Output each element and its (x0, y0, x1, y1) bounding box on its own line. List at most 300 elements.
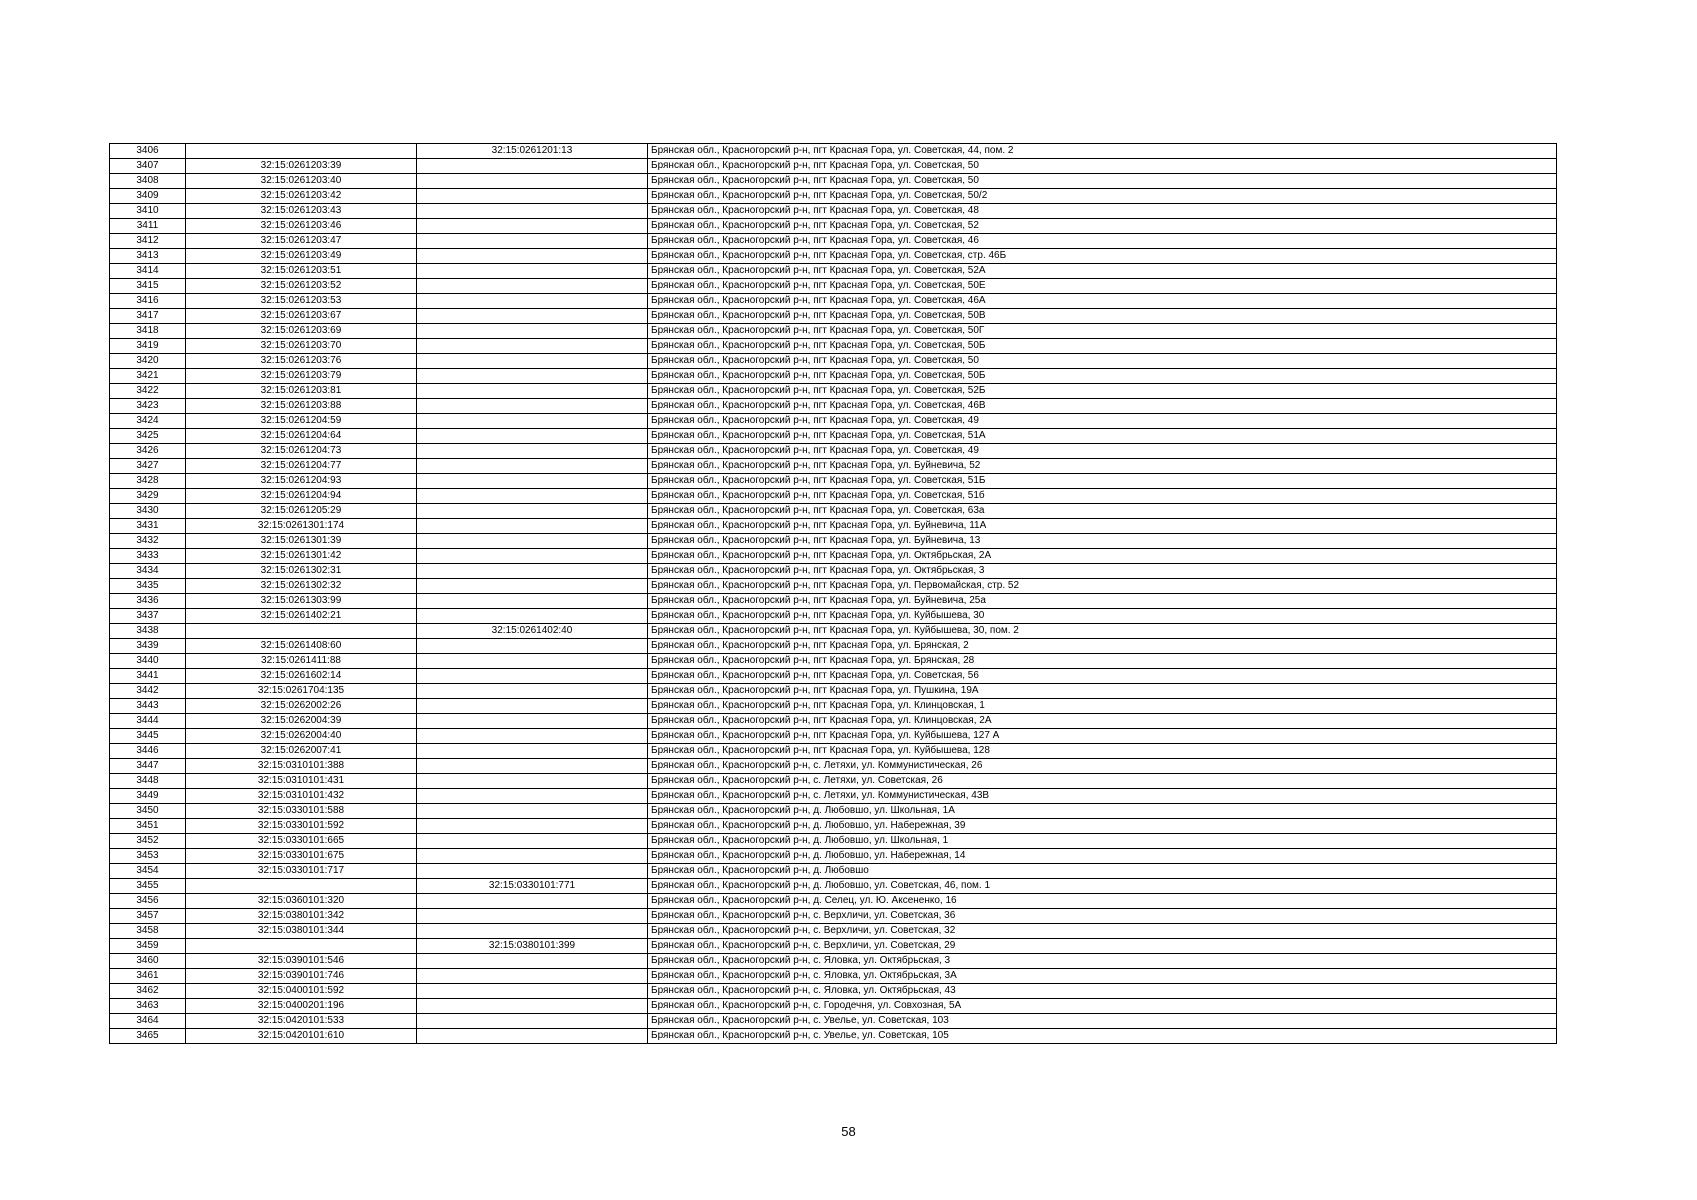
table-row (110, 834, 1557, 849)
address-cell: Брянская обл., Красногорский р-н, пгт Красная Гора, ул. Советская, 49 (648, 414, 1557, 429)
premises-number-cell (417, 249, 648, 264)
premises-number-cell (417, 159, 648, 174)
address-cell: Брянская обл., Красногорский р-н, пгт Красная Гора, ул. Советская, 44, пом. 2 (648, 144, 1557, 159)
address-cell: Брянская обл., Красногорский р-н, пгт Красная Гора, ул. Куйбышева, 128 (648, 744, 1557, 759)
premises-number-cell (417, 744, 648, 759)
table-row (110, 864, 1557, 879)
premises-number-cell (417, 714, 648, 729)
premises-number-cell (417, 924, 648, 939)
table-row (110, 579, 1557, 594)
cadastral-number-cell (186, 879, 417, 894)
row-number-cell: 3455 (110, 879, 186, 894)
address-cell: Брянская обл., Красногорский р-н, пгт Красная Гора, ул. Буйневича, 25а (648, 594, 1557, 609)
table-row (110, 264, 1557, 279)
premises-number-cell (417, 429, 648, 444)
cadastral-number-cell: 32:15:0261203:46 (186, 219, 417, 234)
cadastral-number-cell: 32:15:0261402:21 (186, 609, 417, 624)
table-row (110, 939, 1557, 954)
table-row (110, 804, 1557, 819)
premises-number-cell (417, 444, 648, 459)
premises-number-cell (417, 984, 648, 999)
premises-number-cell (417, 759, 648, 774)
cadastral-number-cell: 32:15:0310101:388 (186, 759, 417, 774)
premises-number-cell (417, 684, 648, 699)
cadastral-number-cell: 32:15:0261203:43 (186, 204, 417, 219)
premises-number-cell (417, 354, 648, 369)
address-cell: Брянская обл., Красногорский р-н, пгт Красная Гора, ул. Советская, 50Б (648, 369, 1557, 384)
premises-number-cell (417, 459, 648, 474)
table-row (110, 639, 1557, 654)
cadastral-number-cell: 32:15:0261204:94 (186, 489, 417, 504)
table-row (110, 654, 1557, 669)
table-row (110, 924, 1557, 939)
address-cell: Брянская обл., Красногорский р-н, пгт Красная Гора, ул. Октябрьская, 3 (648, 564, 1557, 579)
premises-number-cell (417, 339, 648, 354)
row-number-cell: 3417 (110, 309, 186, 324)
table-row (110, 684, 1557, 699)
property-table (109, 143, 1557, 1044)
table-row (110, 699, 1557, 714)
cadastral-number-cell: 32:15:0261302:32 (186, 579, 417, 594)
cadastral-number-cell: 32:15:0420101:610 (186, 1029, 417, 1044)
row-number-cell: 3439 (110, 639, 186, 654)
premises-number-cell: 32:15:0380101:399 (417, 939, 648, 954)
cadastral-number-cell: 32:15:0261203:42 (186, 189, 417, 204)
premises-number-cell (417, 399, 648, 414)
table-row (110, 474, 1557, 489)
address-cell: Брянская обл., Красногорский р-н, пгт Красная Гора, ул. Советская, 51Б (648, 474, 1557, 489)
row-number-cell: 3429 (110, 489, 186, 504)
cadastral-number-cell: 32:15:0261204:77 (186, 459, 417, 474)
cadastral-number-cell: 32:15:0261301:174 (186, 519, 417, 534)
address-cell: Брянская обл., Красногорский р-н, с. Яловка, ул. Октябрьская, 3 (648, 954, 1557, 969)
cadastral-number-cell: 32:15:0261303:99 (186, 594, 417, 609)
table-row (110, 999, 1557, 1014)
premises-number-cell (417, 489, 648, 504)
cadastral-number-cell (186, 939, 417, 954)
table-row (110, 534, 1557, 549)
table-row (110, 624, 1557, 639)
table-row (110, 774, 1557, 789)
table-row (110, 444, 1557, 459)
cadastral-number-cell: 32:15:0261203:69 (186, 324, 417, 339)
premises-number-cell (417, 864, 648, 879)
address-cell: Брянская обл., Красногорский р-н, д. Любовшо (648, 864, 1557, 879)
row-number-cell: 3415 (110, 279, 186, 294)
address-cell: Брянская обл., Красногорский р-н, пгт Красная Гора, ул. Советская, 50В (648, 309, 1557, 324)
premises-number-cell (417, 534, 648, 549)
address-cell: Брянская обл., Красногорский р-н, пгт Красная Гора, ул. Советская, 50 (648, 159, 1557, 174)
table-row (110, 204, 1557, 219)
address-cell: Брянская обл., Красногорский р-н, пгт Красная Гора, ул. Буйневича, 13 (648, 534, 1557, 549)
table-row (110, 744, 1557, 759)
page-number: 58 (841, 1124, 856, 1139)
table-row (110, 1029, 1557, 1044)
row-number-cell: 3432 (110, 534, 186, 549)
cadastral-number-cell: 32:15:0360101:320 (186, 894, 417, 909)
table-row (110, 354, 1557, 369)
address-cell: Брянская обл., Красногорский р-н, пгт Красная Гора, ул. Куйбышева, 127 А (648, 729, 1557, 744)
table-row (110, 459, 1557, 474)
cadastral-number-cell: 32:15:0400101:592 (186, 984, 417, 999)
address-cell: Брянская обл., Красногорский р-н, с. Увелье, ул. Советская, 105 (648, 1029, 1557, 1044)
cadastral-number-cell: 32:15:0261204:93 (186, 474, 417, 489)
address-cell: Брянская обл., Красногорский р-н, пгт Красная Гора, ул. Советская, 48 (648, 204, 1557, 219)
premises-number-cell (417, 774, 648, 789)
premises-number-cell (417, 564, 648, 579)
cadastral-number-cell: 32:15:0262007:41 (186, 744, 417, 759)
cadastral-number-cell: 32:15:0390101:746 (186, 969, 417, 984)
row-number-cell: 3425 (110, 429, 186, 444)
cadastral-number-cell: 32:15:0261203:70 (186, 339, 417, 354)
row-number-cell: 3464 (110, 1014, 186, 1029)
cadastral-number-cell: 32:15:0310101:432 (186, 789, 417, 804)
premises-number-cell (417, 174, 648, 189)
address-cell: Брянская обл., Красногорский р-н, пгт Красная Гора, ул. Советская, 50 (648, 354, 1557, 369)
row-number-cell: 3440 (110, 654, 186, 669)
table-row (110, 954, 1557, 969)
address-cell: Брянская обл., Красногорский р-н, д. Любовшо, ул. Школьная, 1 (648, 834, 1557, 849)
row-number-cell: 3446 (110, 744, 186, 759)
premises-number-cell (417, 414, 648, 429)
row-number-cell: 3438 (110, 624, 186, 639)
table-row (110, 504, 1557, 519)
address-cell: Брянская обл., Красногорский р-н, пгт Красная Гора, ул. Советская, 52А (648, 264, 1557, 279)
premises-number-cell (417, 669, 648, 684)
table-row (110, 519, 1557, 534)
row-number-cell: 3463 (110, 999, 186, 1014)
table-row (110, 819, 1557, 834)
address-cell: Брянская обл., Красногорский р-н, пгт Красная Гора, ул. Советская, 51б (648, 489, 1557, 504)
row-number-cell: 3424 (110, 414, 186, 429)
premises-number-cell (417, 654, 648, 669)
row-number-cell: 3454 (110, 864, 186, 879)
address-cell: Брянская обл., Красногорский р-н, пгт Красная Гора, ул. Советская, 56 (648, 669, 1557, 684)
table-row (110, 489, 1557, 504)
cadastral-number-cell: 32:15:0330101:675 (186, 849, 417, 864)
address-cell: Брянская обл., Красногорский р-н, пгт Красная Гора, ул. Куйбышева, 30, пом. 2 (648, 624, 1557, 639)
table-row (110, 969, 1557, 984)
row-number-cell: 3431 (110, 519, 186, 534)
address-cell: Брянская обл., Красногорский р-н, пгт Красная Гора, ул. Брянская, 2 (648, 639, 1557, 654)
table-row (110, 669, 1557, 684)
cadastral-number-cell: 32:15:0261203:53 (186, 294, 417, 309)
address-cell: Брянская обл., Красногорский р-н, пгт Красная Гора, ул. Советская, 50Б (648, 339, 1557, 354)
row-number-cell: 3406 (110, 144, 186, 159)
table-row (110, 369, 1557, 384)
table-body (110, 144, 1557, 1044)
premises-number-cell (417, 834, 648, 849)
table-row (110, 894, 1557, 909)
cadastral-number-cell: 32:15:0261408:60 (186, 639, 417, 654)
premises-number-cell (417, 594, 648, 609)
address-cell: Брянская обл., Красногорский р-н, пгт Красная Гора, ул. Буйневича, 52 (648, 459, 1557, 474)
premises-number-cell (417, 849, 648, 864)
address-cell: Брянская обл., Красногорский р-н, пгт Красная Гора, ул. Советская, 52 (648, 219, 1557, 234)
premises-number-cell (417, 969, 648, 984)
row-number-cell: 3418 (110, 324, 186, 339)
row-number-cell: 3458 (110, 924, 186, 939)
premises-number-cell (417, 264, 648, 279)
table-row (110, 879, 1557, 894)
row-number-cell: 3452 (110, 834, 186, 849)
row-number-cell: 3411 (110, 219, 186, 234)
premises-number-cell (417, 729, 648, 744)
cadastral-number-cell: 32:15:0261602:14 (186, 669, 417, 684)
premises-number-cell (417, 954, 648, 969)
table-row (110, 279, 1557, 294)
row-number-cell: 3441 (110, 669, 186, 684)
row-number-cell: 3457 (110, 909, 186, 924)
table-row (110, 909, 1557, 924)
premises-number-cell (417, 699, 648, 714)
premises-number-cell (417, 1029, 648, 1044)
cadastral-number-cell (186, 624, 417, 639)
table-row (110, 849, 1557, 864)
cadastral-number-cell: 32:15:0261203:88 (186, 399, 417, 414)
table-row (110, 729, 1557, 744)
address-cell: Брянская обл., Красногорский р-н, пгт Красная Гора, ул. Октябрьская, 2А (648, 549, 1557, 564)
row-number-cell: 3414 (110, 264, 186, 279)
address-cell: Брянская обл., Красногорский р-н, пгт Красная Гора, ул. Советская, 49 (648, 444, 1557, 459)
address-cell: Брянская обл., Красногорский р-н, с. Летяхи, ул. Коммунистическая, 26 (648, 759, 1557, 774)
address-cell: Брянская обл., Красногорский р-н, пгт Красная Гора, ул. Клинцовская, 1 (648, 699, 1557, 714)
cadastral-number-cell: 32:15:0261301:39 (186, 534, 417, 549)
premises-number-cell (417, 369, 648, 384)
row-number-cell: 3443 (110, 699, 186, 714)
premises-number-cell (417, 204, 648, 219)
cadastral-number-cell: 32:15:0261203:67 (186, 309, 417, 324)
address-cell: Брянская обл., Красногорский р-н, пгт Красная Гора, ул. Буйневича, 11А (648, 519, 1557, 534)
table-row (110, 234, 1557, 249)
address-cell: Брянская обл., Красногорский р-н, д. Любовшо, ул. Набережная, 14 (648, 849, 1557, 864)
cadastral-number-cell: 32:15:0261204:73 (186, 444, 417, 459)
cadastral-number-cell: 32:15:0262004:40 (186, 729, 417, 744)
table-row (110, 309, 1557, 324)
row-number-cell: 3433 (110, 549, 186, 564)
row-number-cell: 3422 (110, 384, 186, 399)
address-cell: Брянская обл., Красногорский р-н, д. Любовшо, ул. Набережная, 39 (648, 819, 1557, 834)
premises-number-cell (417, 294, 648, 309)
cadastral-number-cell: 32:15:0380101:342 (186, 909, 417, 924)
row-number-cell: 3437 (110, 609, 186, 624)
cadastral-number-cell: 32:15:0261203:40 (186, 174, 417, 189)
cadastral-number-cell: 32:15:0310101:431 (186, 774, 417, 789)
premises-number-cell (417, 474, 648, 489)
row-number-cell: 3449 (110, 789, 186, 804)
cadastral-number-cell: 32:15:0380101:344 (186, 924, 417, 939)
address-cell: Брянская обл., Красногорский р-н, с. Яловка, ул. Октябрьская, 43 (648, 984, 1557, 999)
table-row (110, 159, 1557, 174)
premises-number-cell (417, 384, 648, 399)
cadastral-number-cell: 32:15:0261203:79 (186, 369, 417, 384)
row-number-cell: 3453 (110, 849, 186, 864)
address-cell: Брянская обл., Красногорский р-н, с. Городечня, ул. Совхозная, 5А (648, 999, 1557, 1014)
premises-number-cell (417, 819, 648, 834)
row-number-cell: 3419 (110, 339, 186, 354)
premises-number-cell (417, 999, 648, 1014)
cadastral-number-cell: 32:15:0261203:47 (186, 234, 417, 249)
row-number-cell: 3450 (110, 804, 186, 819)
address-cell: Брянская обл., Красногорский р-н, с. Верхличи, ул. Советская, 29 (648, 939, 1557, 954)
row-number-cell: 3408 (110, 174, 186, 189)
address-cell: Брянская обл., Красногорский р-н, д. Селец, ул. Ю. Аксененко, 16 (648, 894, 1557, 909)
table-row (110, 189, 1557, 204)
cadastral-number-cell: 32:15:0261203:49 (186, 249, 417, 264)
row-number-cell: 3460 (110, 954, 186, 969)
cadastral-number-cell: 32:15:0390101:546 (186, 954, 417, 969)
row-number-cell: 3421 (110, 369, 186, 384)
cadastral-number-cell: 32:15:0261704:135 (186, 684, 417, 699)
row-number-cell: 3435 (110, 579, 186, 594)
address-cell: Брянская обл., Красногорский р-н, пгт Красная Гора, ул. Советская, 50Г (648, 324, 1557, 339)
table-row (110, 549, 1557, 564)
row-number-cell: 3465 (110, 1029, 186, 1044)
premises-number-cell (417, 1014, 648, 1029)
row-number-cell: 3410 (110, 204, 186, 219)
address-cell: Брянская обл., Красногорский р-н, с. Летяхи, ул. Советская, 26 (648, 774, 1557, 789)
address-cell: Брянская обл., Красногорский р-н, пгт Красная Гора, ул. Советская, 46А (648, 294, 1557, 309)
address-cell: Брянская обл., Красногорский р-н, с. Верхличи, ул. Советская, 32 (648, 924, 1557, 939)
premises-number-cell (417, 804, 648, 819)
premises-number-cell (417, 579, 648, 594)
premises-number-cell (417, 309, 648, 324)
table-row (110, 339, 1557, 354)
row-number-cell: 3427 (110, 459, 186, 474)
address-cell: Брянская обл., Красногорский р-н, пгт Красная Гора, ул. Советская, 50 (648, 174, 1557, 189)
address-cell: Брянская обл., Красногорский р-н, пгт Красная Гора, ул. Клинцовская, 2А (648, 714, 1557, 729)
address-cell: Брянская обл., Красногорский р-н, пгт Красная Гора, ул. Советская, 63а (648, 504, 1557, 519)
address-cell: Брянская обл., Красногорский р-н, пгт Красная Гора, ул. Пушкина, 19А (648, 684, 1557, 699)
cadastral-number-cell (186, 144, 417, 159)
row-number-cell: 3407 (110, 159, 186, 174)
premises-number-cell (417, 504, 648, 519)
premises-number-cell (417, 639, 648, 654)
row-number-cell: 3444 (110, 714, 186, 729)
cadastral-number-cell: 32:15:0261203:51 (186, 264, 417, 279)
address-cell: Брянская обл., Красногорский р-н, пгт Красная Гора, ул. Советская, 46 (648, 234, 1557, 249)
address-cell: Брянская обл., Красногорский р-н, д. Любовшо, ул. Советская, 46, пом. 1 (648, 879, 1557, 894)
cadastral-number-cell: 32:15:0330101:592 (186, 819, 417, 834)
table-row (110, 1014, 1557, 1029)
table-row (110, 219, 1557, 234)
row-number-cell: 3448 (110, 774, 186, 789)
row-number-cell: 3445 (110, 729, 186, 744)
table-row (110, 714, 1557, 729)
cadastral-number-cell: 32:15:0330101:717 (186, 864, 417, 879)
address-cell: Брянская обл., Красногорский р-н, пгт Красная Гора, ул. Первомайская, стр. 52 (648, 579, 1557, 594)
row-number-cell: 3426 (110, 444, 186, 459)
row-number-cell: 3413 (110, 249, 186, 264)
row-number-cell: 3447 (110, 759, 186, 774)
premises-number-cell: 32:15:0261402:40 (417, 624, 648, 639)
row-number-cell: 3442 (110, 684, 186, 699)
address-cell: Брянская обл., Красногорский р-н, пгт Красная Гора, ул. Брянская, 28 (648, 654, 1557, 669)
row-number-cell: 3459 (110, 939, 186, 954)
address-cell: Брянская обл., Красногорский р-н, д. Любовшо, ул. Школьная, 1А (648, 804, 1557, 819)
premises-number-cell (417, 519, 648, 534)
address-cell: Брянская обл., Красногорский р-н, пгт Красная Гора, ул. Советская, 52Б (648, 384, 1557, 399)
cadastral-number-cell: 32:15:0261204:59 (186, 414, 417, 429)
cadastral-number-cell: 32:15:0261301:42 (186, 549, 417, 564)
table-row (110, 324, 1557, 339)
table-row (110, 249, 1557, 264)
row-number-cell: 3409 (110, 189, 186, 204)
cadastral-number-cell: 32:15:0261411:88 (186, 654, 417, 669)
premises-number-cell (417, 219, 648, 234)
premises-number-cell: 32:15:0330101:771 (417, 879, 648, 894)
row-number-cell: 3412 (110, 234, 186, 249)
cadastral-number-cell: 32:15:0262002:26 (186, 699, 417, 714)
table-row (110, 759, 1557, 774)
address-cell: Брянская обл., Красногорский р-н, с. Верхличи, ул. Советская, 36 (648, 909, 1557, 924)
cadastral-number-cell: 32:15:0262004:39 (186, 714, 417, 729)
address-cell: Брянская обл., Красногорский р-н, с. Яловка, ул. Октябрьская, 3А (648, 969, 1557, 984)
table-row (110, 294, 1557, 309)
row-number-cell: 3462 (110, 984, 186, 999)
address-cell: Брянская обл., Красногорский р-н, пгт Красная Гора, ул. Советская, 46В (648, 399, 1557, 414)
row-number-cell: 3456 (110, 894, 186, 909)
premises-number-cell (417, 324, 648, 339)
row-number-cell: 3436 (110, 594, 186, 609)
premises-number-cell (417, 894, 648, 909)
premises-number-cell (417, 909, 648, 924)
row-number-cell: 3420 (110, 354, 186, 369)
table-row (110, 414, 1557, 429)
address-cell: Брянская обл., Красногорский р-н, с. Летяхи, ул. Коммунистическая, 43В (648, 789, 1557, 804)
row-number-cell: 3430 (110, 504, 186, 519)
table-row (110, 789, 1557, 804)
cadastral-number-cell: 32:15:0261205:29 (186, 504, 417, 519)
address-cell: Брянская обл., Красногорский р-н, с. Увелье, ул. Советская, 103 (648, 1014, 1557, 1029)
address-cell: Брянская обл., Красногорский р-н, пгт Красная Гора, ул. Куйбышева, 30 (648, 609, 1557, 624)
row-number-cell: 3434 (110, 564, 186, 579)
row-number-cell: 3428 (110, 474, 186, 489)
address-cell: Брянская обл., Красногорский р-н, пгт Красная Гора, ул. Советская, 50/2 (648, 189, 1557, 204)
premises-number-cell (417, 549, 648, 564)
table-row (110, 384, 1557, 399)
cadastral-number-cell: 32:15:0330101:665 (186, 834, 417, 849)
cadastral-number-cell: 32:15:0261302:31 (186, 564, 417, 579)
address-cell: Брянская обл., Красногорский р-н, пгт Красная Гора, ул. Советская, 51А (648, 429, 1557, 444)
cadastral-number-cell: 32:15:0261203:76 (186, 354, 417, 369)
premises-number-cell (417, 189, 648, 204)
cadastral-number-cell: 32:15:0261203:52 (186, 279, 417, 294)
premises-number-cell (417, 279, 648, 294)
cadastral-number-cell: 32:15:0261203:81 (186, 384, 417, 399)
table-row (110, 609, 1557, 624)
table-row (110, 399, 1557, 414)
row-number-cell: 3451 (110, 819, 186, 834)
table-row (110, 564, 1557, 579)
row-number-cell: 3423 (110, 399, 186, 414)
premises-number-cell (417, 789, 648, 804)
table-row (110, 144, 1557, 159)
row-number-cell: 3461 (110, 969, 186, 984)
address-cell: Брянская обл., Красногорский р-н, пгт Красная Гора, ул. Советская, стр. 46Б (648, 249, 1557, 264)
premises-number-cell (417, 234, 648, 249)
row-number-cell: 3416 (110, 294, 186, 309)
table-row (110, 174, 1557, 189)
cadastral-number-cell: 32:15:0400201:196 (186, 999, 417, 1014)
table-row (110, 594, 1557, 609)
cadastral-number-cell: 32:15:0261204:64 (186, 429, 417, 444)
address-cell: Брянская обл., Красногорский р-н, пгт Красная Гора, ул. Советская, 50Е (648, 279, 1557, 294)
table-row (110, 429, 1557, 444)
cadastral-number-cell: 32:15:0330101:588 (186, 804, 417, 819)
table-row (110, 984, 1557, 999)
cadastral-number-cell: 32:15:0261203:39 (186, 159, 417, 174)
